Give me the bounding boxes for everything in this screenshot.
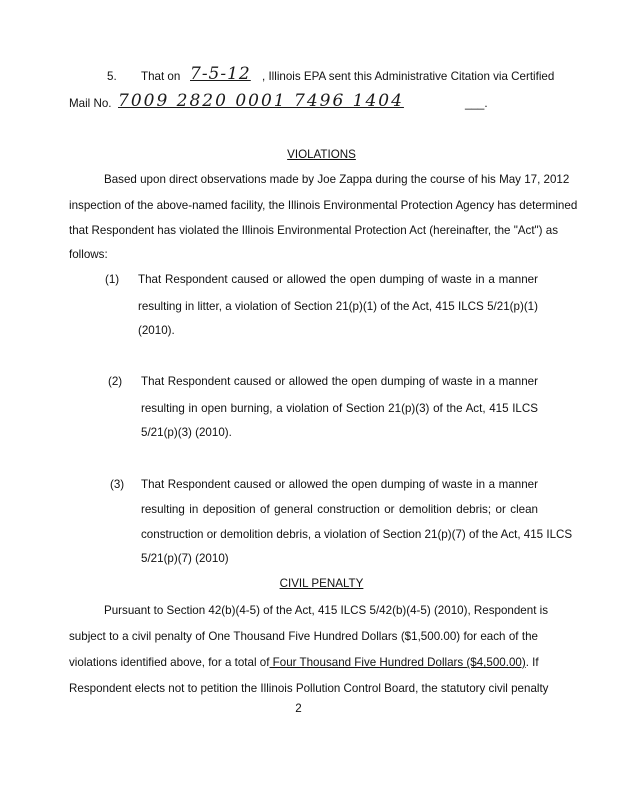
violations-heading: VIOLATIONS xyxy=(287,148,356,161)
violation-3-line-2: resulting in deposition of general construction or demolition debris; or clean xyxy=(141,503,538,516)
penalty-line-3-pre: violations identified above, for a total of Four Thousand Five Hundred Dollars ($4,500.00) xyxy=(69,656,526,669)
sent-citation-text: , Illinois EPA sent this Administrative Citation via Certified xyxy=(262,70,555,83)
handwritten-mail-number: 7009 2820 0001 7496 1404 xyxy=(118,91,404,111)
intro-line-1: Based upon direct observations made by Joe Zappa during the course of his May 17, 2012 xyxy=(104,173,570,186)
violation-1-number: (1) xyxy=(105,273,120,286)
mail-blank: ___. xyxy=(465,97,488,110)
penalty-line-4: Respondent elects not to petition the Illinois Pollution Control Board, the statutory civil penalty xyxy=(69,682,549,695)
paragraph-number: 5. xyxy=(107,70,117,83)
page-number: 2 xyxy=(295,702,302,715)
violation-3-number: (3) xyxy=(110,478,125,491)
mail-label: Mail No. xyxy=(69,97,112,110)
penalty-line-3-post: . If xyxy=(525,656,539,669)
intro-line-2: inspection of the above-named facility, the Illinois Environmental Protection Agency has determined xyxy=(69,199,578,212)
violation-2-number: (2) xyxy=(108,375,123,388)
handwritten-date: 7-5-12 xyxy=(190,64,251,84)
civil-penalty-heading: CIVIL PENALTY xyxy=(279,577,364,590)
violation-3-line-1: That Respondent caused or allowed the open dumping of waste in a manner xyxy=(141,478,538,491)
penalty-line-1: Pursuant to Section 42(b)(4-5) of the Act, 415 ILCS 5/42(b)(4-5) (2010), Respondent is xyxy=(104,604,549,617)
violation-3-line-4: 5/21(p)(7) (2010) xyxy=(141,552,229,565)
violation-1-line-2: resulting in litter, a violation of Section 21(p)(1) of the Act, 415 ILCS 5/21(p)(1) xyxy=(138,300,538,313)
penalty-line-3 xyxy=(69,656,538,669)
intro-line-3: that Respondent has violated the Illinois Environmental Protection Act (hereinafter, the "Act") as xyxy=(69,224,558,237)
penalty-line-2: subject to a civil penalty of One Thousand Five Hundred Dollars ($1,500.00) for each of the xyxy=(69,630,538,643)
violation-2-line-1: That Respondent caused or allowed the open dumping of waste in a manner xyxy=(141,375,538,388)
intro-line-4: follows: xyxy=(69,248,108,261)
violation-1-line-1: That Respondent caused or allowed the open dumping of waste in a manner xyxy=(138,273,538,286)
violation-3-line-3: construction or demolition debris, a violation of Section 21(p)(7) of the Act, 415 ILCS xyxy=(141,528,573,541)
violation-1-line-3: (2010). xyxy=(138,324,175,337)
violation-2-line-3: 5/21(p)(3) (2010). xyxy=(141,426,232,439)
penalty-total: Four Thousand Five Hundred Dollars ($4,500.00) xyxy=(269,656,526,669)
that-on-text: That on xyxy=(141,70,181,83)
violation-2-line-2: resulting in open burning, a violation of Section 21(p)(3) of the Act, 415 ILCS xyxy=(141,402,538,415)
